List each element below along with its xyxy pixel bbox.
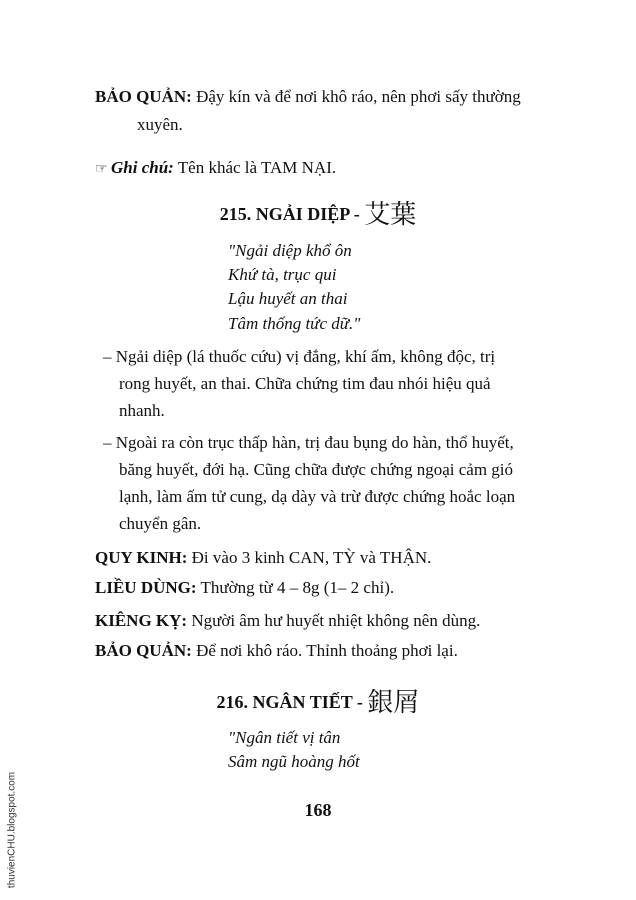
- hand-pointer-icon: ☞: [95, 162, 108, 177]
- poem-216-line-1: "Ngân tiết vị tân: [228, 728, 341, 747]
- bao-quan-line-1: [95, 86, 521, 108]
- bao-quan-label: BẢO QUẢN:: [95, 87, 192, 106]
- section-215-heading: [0, 200, 636, 229]
- lieu-dung-label: LIỀU DÙNG:: [95, 578, 197, 597]
- paragraph-line-6: lạnh, làm ấm tử cung, dạ dày và trừ được chứng hoắc loạn: [119, 487, 516, 506]
- section-215-title: 215. NGẢI DIỆP -: [219, 204, 360, 224]
- bao-quan-215-line: [95, 640, 458, 662]
- ghi-chu-label: Ghi chú:: [111, 158, 174, 177]
- paragraph-line-7: chuyển gân.: [119, 514, 202, 533]
- poem-215-line-4: Tâm thống tức dữ.": [228, 314, 361, 333]
- paragraph-line-5: băng huyết, đới hạ. Cũng chữa được chứng ngoại cảm gió: [119, 460, 514, 479]
- paragraph-line-2: rong huyết, an thai. Chữa chứng tim đau nhói hiệu quả: [119, 374, 491, 393]
- quy-kinh-text: Đi vào 3 kinh CAN, TỲ và THẬN.: [187, 548, 432, 567]
- kieng-ky-text: Người âm hư huyết nhiệt không nên dùng.: [187, 611, 481, 630]
- kieng-ky-line: [95, 610, 480, 632]
- lieu-dung-line: [95, 577, 394, 599]
- bao-quan-215-label: BẢO QUẢN:: [95, 641, 192, 660]
- paragraph-line-1: – Ngải diệp (lá thuốc cứu) vị đắng, khí ấm, không độc, trị: [103, 347, 496, 366]
- poem-215-line-2: Khứ tà, trục qui: [228, 265, 337, 284]
- kieng-ky-label: KIÊNG KỴ:: [95, 611, 188, 630]
- bao-quan-215-text: Để nơi khô ráo. Thỉnh thoảng phơi lại.: [191, 641, 458, 660]
- watermark-text: thuvienCHU.blogspot.com: [6, 771, 18, 889]
- quy-kinh-line: [95, 547, 431, 569]
- section-216-title: 216. NGÂN TIẾT -: [216, 692, 363, 712]
- watermark: [2, 760, 22, 900]
- poem-216-line-2: Sâm ngũ hoàng hốt: [228, 752, 360, 771]
- section-216-heading: [0, 688, 636, 717]
- paragraph-line-4: – Ngoài ra còn trục thấp hàn, trị đau bụng do hàn, thổ huyết,: [103, 433, 514, 452]
- bao-quan-line-2: xuyên.: [137, 115, 183, 134]
- ghi-chu-text: Tên khác là TAM NẠI.: [173, 158, 337, 177]
- section-215-chinese: 艾葉: [364, 200, 417, 230]
- page-number: 168: [304, 800, 332, 820]
- quy-kinh-label: QUY KINH:: [95, 548, 188, 567]
- section-216-chinese: 銀屑: [367, 688, 420, 718]
- bao-quan-text: Đậy kín và để nơi khô ráo, nên phơi sấy thường: [191, 87, 521, 106]
- poem-215-line-1: "Ngải diệp khổ ôn: [228, 241, 352, 260]
- ghi-chu-line: [95, 157, 336, 181]
- paragraph-line-3: nhanh.: [119, 401, 165, 420]
- lieu-dung-text: Thường từ 4 – 8g (1– 2 chỉ).: [196, 578, 395, 597]
- poem-215-line-3: Lậu huyết an thai: [228, 289, 348, 308]
